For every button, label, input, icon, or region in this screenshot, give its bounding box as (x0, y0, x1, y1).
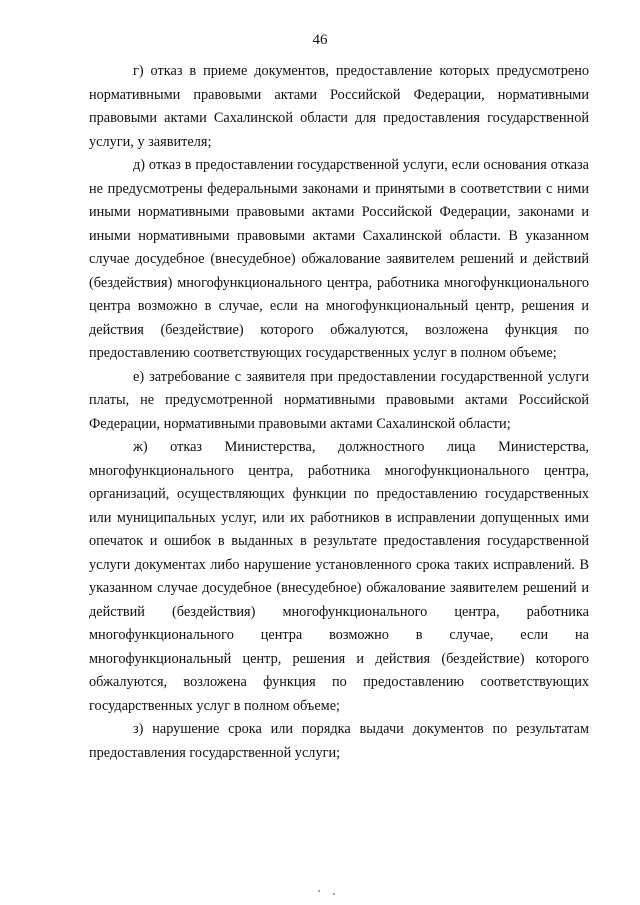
scan-speck (333, 893, 335, 895)
paragraph-g: г) отказ в приеме документов, предоставление которых предусмотрено нормативными правовыми актами Российской Федерации, нормативными правовыми актами Сахалинской области для предоставления государственной услуги, у заявителя; (89, 63, 589, 150)
paragraph-z: з) нарушение срока или порядка выдачи документов по результатам предоставления государственной услуги; (89, 721, 589, 761)
page-number: 46 (312, 32, 328, 48)
paragraph-d: д) отказ в предоставлении государственной услуги, если основания отказа не предусмотрены федеральными законами и принятыми в соответствии с ними иными нормативными правовыми актами Российской Федерации, законами и иными нормативными правовыми актами Сахалинской области. В указанном случае досудебное (внесудебное) обжалование заявителем решений и действий (бездействия) многофункционального центра, работника многофункционального центра возможно в случае, если на многофункциональный центр, решения и действия (бездействие) которого обжалуются, возложена функция по предоставлению соответствующих государственных услуг в полном объеме; (89, 157, 589, 361)
scan-speck (318, 890, 320, 892)
paragraph-e: е) затребование с заявителя при предоставлении государственной услуги платы, не предусмотренной нормативными правовыми актами Российской Федерации, нормативными правовыми актами Сахалинской области; (89, 368, 589, 432)
paragraph-zh: ж) отказ Министерства, должностного лица Министерства, многофункционального центра, работника многофункционального центра, организаций, осуществляющих функции по предоставлению государственных или муниципальных услуг, или их работников в исправлении допущенных ими опечаток и ошибок в выданных в результате предоставления государственной услуги документах либо нарушение установленного срока таких исправлений. В указанном случае досудебное (внесудебное) обжалование заявителем решений и действий (бездействия) многофункционального центра, работника многофункционального центра возможно в случае, если на многофункциональный центр, решения и действия (бездействие) которого обжалуются, возложена функция по предоставлению соответствующих государственных услуг в полном объеме; (89, 439, 589, 714)
document-body (89, 60, 589, 765)
